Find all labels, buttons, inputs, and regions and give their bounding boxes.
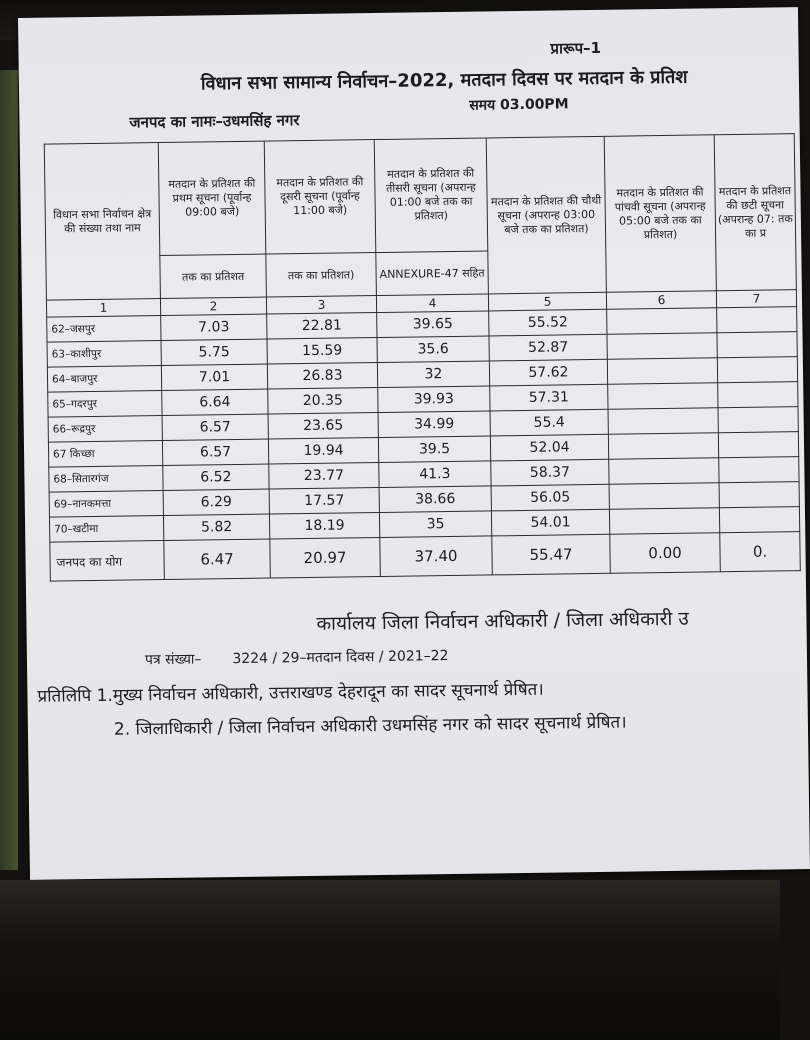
constituency-name: 68–सितारगंज [49, 466, 163, 493]
time-label: समय 03.00PM [469, 96, 569, 114]
turnout-cell: 7.01 [161, 364, 267, 390]
header-col-3: मतदान के प्रतिशत की दूसरी सूचना (पूर्वान्ह 11:00 बजे) [264, 140, 376, 255]
header-col-2: मतदान के प्रतिशत की प्रथम सूचना (पूर्वान्ह 09:00 बजे) [158, 141, 266, 255]
turnout-cell: 20.35 [268, 388, 378, 415]
constituency-name: 70–खटीमा [49, 516, 163, 543]
turnout-cell: 34.99 [378, 411, 490, 438]
turnout-cell [609, 508, 719, 535]
turnout-cell: 7.03 [161, 314, 267, 340]
turnout-table [44, 133, 801, 581]
col-number: 2 [160, 297, 266, 315]
turnout-cell [719, 507, 799, 533]
turnout-cell [608, 433, 718, 460]
turnout-cell: 6.64 [162, 389, 268, 415]
turnout-cell: 35 [379, 511, 491, 538]
constituency-name: 64–बाजपुर [47, 366, 161, 393]
background-left-edge [0, 70, 18, 870]
turnout-cell [717, 332, 797, 358]
turnout-cell: 52.04 [490, 434, 608, 461]
turnout-cell [609, 483, 719, 510]
constituency-name: 63–काशीपुर [47, 341, 161, 368]
constituency-name: 66–रूद्रपुर [48, 416, 162, 443]
col-number: 6 [606, 291, 716, 310]
col-number: 3 [266, 296, 376, 315]
subheader-col-2: तक का प्रतिशत [160, 254, 267, 298]
constituency-name: 62–जसपुर [47, 316, 161, 343]
turnout-cell [719, 482, 799, 508]
col-number: 4 [376, 294, 488, 313]
turnout-cell: 38.66 [379, 486, 491, 513]
turnout-cell: 22.81 [267, 313, 377, 340]
turnout-cell: 5.75 [161, 339, 267, 365]
letter-label: पत्र संख्या– [144, 651, 202, 669]
letter-number: 3224 / 29–मतदान दिवस / 2021–22 [232, 648, 449, 668]
turnout-cell [718, 407, 798, 433]
turnout-cell: 26.83 [267, 363, 377, 390]
turnout-cell: 23.65 [268, 413, 378, 440]
form-number: प्रारूप–1 [550, 38, 602, 58]
turnout-cell [607, 358, 717, 385]
total-cell: 37.40 [380, 536, 493, 577]
total-cell: 0. [720, 532, 801, 572]
turnout-cell: 19.94 [268, 438, 378, 465]
turnout-cell [608, 383, 718, 410]
turnout-cell: 55.4 [490, 409, 608, 436]
constituency-name: 69–नानकमत्ता [49, 491, 163, 518]
turnout-cell: 41.3 [379, 461, 491, 488]
turnout-cell: 17.57 [269, 488, 379, 515]
col-number: 1 [46, 299, 160, 318]
total-cell: 20.97 [270, 537, 381, 578]
turnout-cell: 18.19 [269, 513, 379, 540]
turnout-cell [718, 382, 798, 408]
turnout-cell [717, 307, 797, 333]
col-number: 7 [716, 290, 796, 308]
turnout-cell [607, 308, 717, 335]
header-col-5: मतदान के प्रतिशत की चौथी सूचना (अपरान्ह 03:00 बजे तक का प्रतिशत) [486, 136, 606, 294]
table-header-row [44, 134, 796, 257]
header-col-6: मतदान के प्रतिशत की पांचवी सूचना (अपरान्ह 05:00 बजे तक का प्रतिशत) [604, 135, 716, 293]
constituency-name: 65–गदरपुर [48, 391, 162, 418]
turnout-cell: 6.52 [163, 464, 269, 490]
turnout-cell: 55.52 [489, 309, 607, 336]
turnout-cell: 56.05 [491, 484, 609, 511]
total-cell: 55.47 [492, 534, 611, 575]
turnout-cell: 23.77 [269, 463, 379, 490]
turnout-cell: 6.57 [162, 414, 268, 440]
copy-line-2: 2. जिलाधिकारी / जिला निर्वाचन अधिकारी उधमसिंह नगर को सादर सूचनार्थ प्रेषित। [113, 712, 627, 740]
turnout-cell [608, 408, 718, 435]
header-col-7: मतदान के प्रतिशत की छटी सूचना (अपरान्ह 07: तक का प्र [714, 134, 796, 291]
subheader-col-4: ANNEXURE-47 सहित [376, 251, 489, 296]
turnout-cell: 39.65 [377, 311, 489, 338]
total-cell: 0.00 [610, 533, 721, 574]
document-title: विधान सभा सामान्य निर्वाचन–2022, मतदान दिवस पर मतदान के प्रतिश [200, 66, 688, 95]
header-constituency: विधान सभा निर्वाचन क्षेत्र की संख्या तथा नाम [44, 143, 160, 301]
turnout-cell: 52.87 [489, 334, 607, 361]
turnout-cell [609, 458, 719, 485]
turnout-cell: 54.01 [491, 509, 609, 536]
turnout-cell: 32 [377, 361, 489, 388]
turnout-cell: 35.6 [377, 336, 489, 363]
total-cell: 6.47 [164, 539, 271, 579]
constituency-name: 67 किच्छा [48, 441, 162, 468]
turnout-cell: 57.31 [490, 384, 608, 411]
turnout-cell [717, 357, 797, 383]
turnout-cell [718, 432, 798, 458]
turnout-cell: 57.62 [489, 359, 607, 386]
turnout-cell: 5.82 [163, 514, 269, 540]
col-number: 5 [488, 292, 606, 311]
turnout-cell: 39.93 [378, 386, 490, 413]
turnout-cell: 6.29 [163, 489, 269, 515]
district-name: जनपद का नामः–उधमसिंह नगर [129, 111, 300, 132]
header-col-4: मतदान के प्रतिशत की तीसरी सूचना (अपरान्ह 01:00 बजे तक का प्रतिशत) [374, 138, 488, 253]
turnout-cell: 39.5 [378, 436, 490, 463]
paper-sheet [18, 7, 810, 880]
turnout-cell [719, 457, 799, 483]
turnout-cell: 15.59 [267, 338, 377, 365]
subheader-col-3: तक का प्रतिशत) [266, 253, 377, 298]
total-label: जनपद का योग [50, 541, 165, 582]
turnout-cell: 6.57 [162, 439, 268, 465]
turnout-cell [607, 333, 717, 360]
office-heading: कार्यालय जिला निर्वाचन अधिकारी / जिला अधिकारी उ [316, 607, 689, 635]
turnout-cell: 58.37 [491, 459, 609, 486]
copy-line-1: प्रतिलिपि 1.मुख्य निर्वाचन अधिकारी, उत्तराखण्ड देहरादून का सादर सूचनार्थ प्रेषित। [37, 679, 544, 707]
background-bottom [0, 880, 780, 1040]
letter-reference [145, 646, 449, 669]
